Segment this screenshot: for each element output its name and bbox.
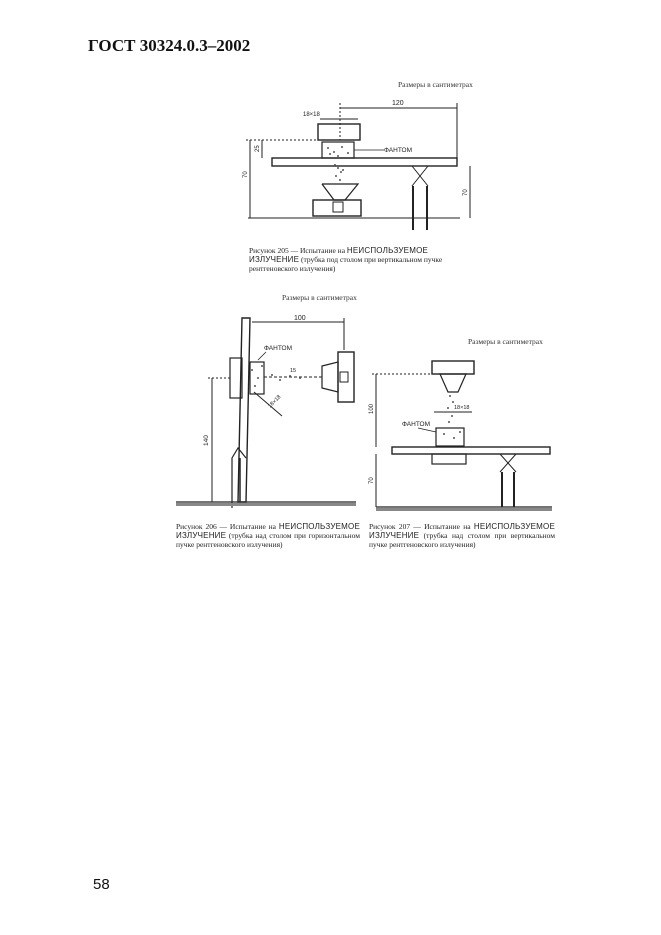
fig205-units-note: Размеры в сантиметрах [398,80,473,89]
fig205-caption-term: НЕИСПОЛЬЗУЕМОЕ ИЗЛУЧЕНИЕ [249,246,429,264]
fig206-dim-140: 140 [203,435,210,446]
fig207-dim-18x18: 18×18 [454,405,470,411]
fig207-caption-prefix: Рисунок 207 — Испытание на [369,522,471,531]
fig205-caption [249,246,479,273]
fig205-dim-120: 120 [392,100,404,107]
fig205-dim-70-left: 70 [243,171,249,178]
fig206-caption-prefix: Рисунок 206 — Испытание на [176,522,276,531]
fig206-caption-term1: НЕИСПОЛЬЗУЕМОЕ [278,522,360,531]
fig207-caption [369,522,555,549]
fig207-caption-term1: НЕИСПОЛЬЗУЕМОЕ [473,522,555,531]
document-title: ГОСТ 30324.0.3–2002 [88,36,251,55]
fig205-dim-18x18: 18×18 [303,112,320,118]
fig206-caption [176,522,360,549]
fig207-caption-rest: (трубка над столом при вертикальном пучке рентгеновского излучения) [369,531,555,549]
page-number: 58 [93,876,110,893]
fig207-phantom-label: ФАНТОМ [402,421,430,428]
fig207-units-note: Размеры в сантиметрах [468,337,543,346]
fig207-caption-term2: ИЗЛУЧЕНИЕ [369,531,420,540]
fig205-dim-25: 25 [255,145,261,152]
fig206-units-note: Размеры в сантиметрах [282,293,357,302]
fig207-dim-100: 100 [369,403,375,414]
fig206-caption-rest: (трубка над столом при горизонтальном пучке рентгеновского излучения) [176,531,360,549]
fig206-phantom-label: ФАНТОМ [264,345,292,352]
fig205-phantom-label: ФАНТОМ [384,147,412,154]
fig205-caption-prefix: Рисунок 205 — Испытание на [249,246,346,255]
fig205-dim-70-right: 70 [463,189,469,196]
fig206-dim-15: 15 [290,368,297,374]
fig207-dim-70: 70 [369,477,375,484]
fig205-caption-rest: (трубка под столом при вертикальном пучке рентгеновского излучения) [249,255,443,273]
fig206-dim-18x18: 18×18 [267,394,283,410]
fig206-dim-100: 100 [294,315,306,322]
fig206-caption-term2: ИЗЛУЧЕНИЕ [176,531,227,540]
